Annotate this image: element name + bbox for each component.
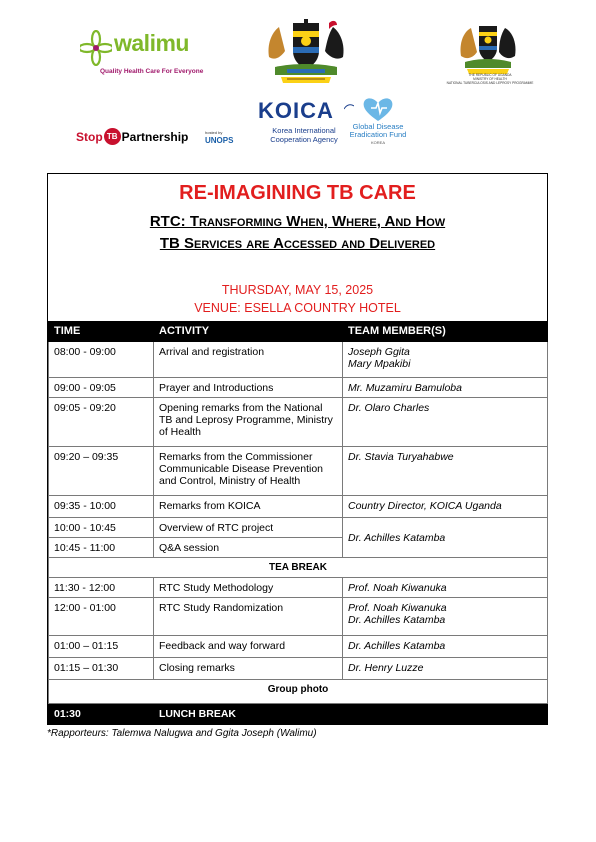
stop-tb-partnership-word: Partnership [121,129,189,144]
row-activity: Prayer and Introductions [154,378,343,398]
row-members [343,598,548,636]
row-time: 08:00 - 09:00 [49,342,154,378]
table-row [49,518,548,538]
row-members [343,658,548,680]
table-row [49,342,548,378]
row-activity: Arrival and registration [154,342,343,378]
member-name: Country Director, KOICA Uganda [348,500,502,512]
row-activity: RTC Study Randomization [154,598,343,636]
row-time: 09:00 - 09:05 [49,378,154,398]
agenda-subtitle-line2: TB Services are Accessed and Delivered [159,235,436,252]
row-members [343,578,548,598]
agenda-venue: VENUE: ESELLA COUNTRY HOTEL [194,301,401,315]
ministry-line2: MINISTRY OF HEALTH [473,77,507,81]
koica-name: KOICA [258,98,334,123]
row-time: 09:05 - 09:20 [49,398,154,447]
row-time: 01:00 – 01:15 [49,636,154,658]
schedule-table [48,321,548,724]
member-name: Mary Mpakibi [348,358,411,370]
stop-tb-partnership-logo [76,128,188,148]
tea-break-row-label: TEA BREAK [49,558,548,578]
row-time: 11:30 - 12:00 [49,578,154,598]
row-members [343,342,548,378]
rapporteurs-footnote: *Rapporteurs: Talemwa Nalugwa and Ggita Joseph (Walimu) [47,728,317,739]
walimu-tagline: Quality Health Care For Everyone [100,68,204,75]
koica-subtitle [258,126,350,144]
table-row [49,447,548,496]
row-activity: Closing remarks [154,658,343,680]
row-activity: Remarks from the Commissioner Communicable Disease Prevention and Control, Ministry of Health [154,447,343,496]
ministry-line3: NATIONAL TUBERCULOSIS AND LEPROSY PROGRAMME [446,81,534,85]
ministry-caption [440,73,540,85]
row-members [343,447,548,496]
koica-line1: Korea International [272,126,336,135]
walimu-logo [80,30,204,90]
walimu-name: walimu [114,30,189,56]
member-name: Dr. Henry Luzze [348,662,424,674]
table-row [49,578,548,598]
member-name: Prof. Noah Kiwanuka [348,582,447,594]
header-team: TEAM MEMBER(S) [343,322,548,342]
stop-tb-circle-icon: TB [104,128,121,145]
row-activity: LUNCH BREAK [154,704,548,724]
schedule-header-row [49,322,548,342]
agenda-date: THURSDAY, MAY 15, 2025 [221,283,374,297]
gdef-line2: Eradication Fund [349,130,407,139]
header-time: TIME [49,322,154,342]
row-members [343,378,548,398]
agenda-title: RE-IMAGINING TB CARE [179,182,416,204]
table-row [49,558,548,578]
stop-tb-stop-word: Stop [76,129,103,144]
unops-hosted-by: hosted by [205,130,223,135]
row-activity: Q&A session [154,538,343,558]
row-time: 09:20 – 09:35 [49,447,154,496]
table-row [49,658,548,680]
row-members [343,496,548,518]
member-name: Mr. Muzamiru Bamuloba [348,382,462,394]
gdef-country: KOREA [370,140,385,145]
header-activity: ACTIVITY [154,322,343,342]
table-row [49,680,548,704]
table-row [49,398,548,447]
agenda-subtitle [48,211,547,255]
row-time: 09:35 - 10:00 [49,496,154,518]
row-time: 10:45 - 11:00 [49,538,154,558]
row-time: 10:00 - 10:45 [49,518,154,538]
row-activity: Opening remarks from the National TB and Leprosy Programme, Ministry of Health [154,398,343,447]
gdef-heart-icon [360,96,396,122]
unops-logo [205,130,255,145]
ministry-line1: THE REPUBLIC OF UGANDA [468,73,512,77]
koica-line2: Cooperation Agency [270,135,338,144]
koica-logo [258,98,350,144]
member-name: Joseph Ggita [348,346,410,358]
row-time: 01:30 [49,704,154,724]
unops-name: UNOPS [205,136,234,145]
agenda-box [47,173,548,725]
row-activity: Feedback and way forward [154,636,343,658]
group-photo-row-label: Group photo [49,680,548,704]
row-activity: Overview of RTC project [154,518,343,538]
agenda-subtitle-line1: RTC: Transforming When, Where, And How [149,213,446,230]
row-activity: Remarks from KOICA [154,496,343,518]
row-time: 01:15 – 01:30 [49,658,154,680]
gdef-name [348,123,408,139]
member-name: Dr. Stavia Turyahabwe [348,451,454,463]
table-row [49,378,548,398]
member-name: Prof. Noah Kiwanuka [348,602,447,614]
member-name: Dr. Achilles Katamba [348,532,446,544]
member-name: Dr. Achilles Katamba [348,614,446,626]
row-members [343,518,548,558]
table-row [49,496,548,518]
row-members [343,398,548,447]
table-row [49,704,548,724]
member-name: Dr. Achilles Katamba [348,640,446,652]
table-row [49,598,548,636]
row-members [343,636,548,658]
walimu-flower-icon [80,30,112,66]
table-row [49,636,548,658]
row-time: 12:00 - 01:00 [49,598,154,636]
row-activity: RTC Study Methodology [154,578,343,598]
uganda-coat-of-arms-icon [263,17,349,89]
gdef-line1: Global Disease [352,122,404,131]
ministry-of-health-crest-icon [453,20,523,75]
member-name: Dr. Olaro Charles [348,402,430,414]
gdef-logo [348,96,408,145]
